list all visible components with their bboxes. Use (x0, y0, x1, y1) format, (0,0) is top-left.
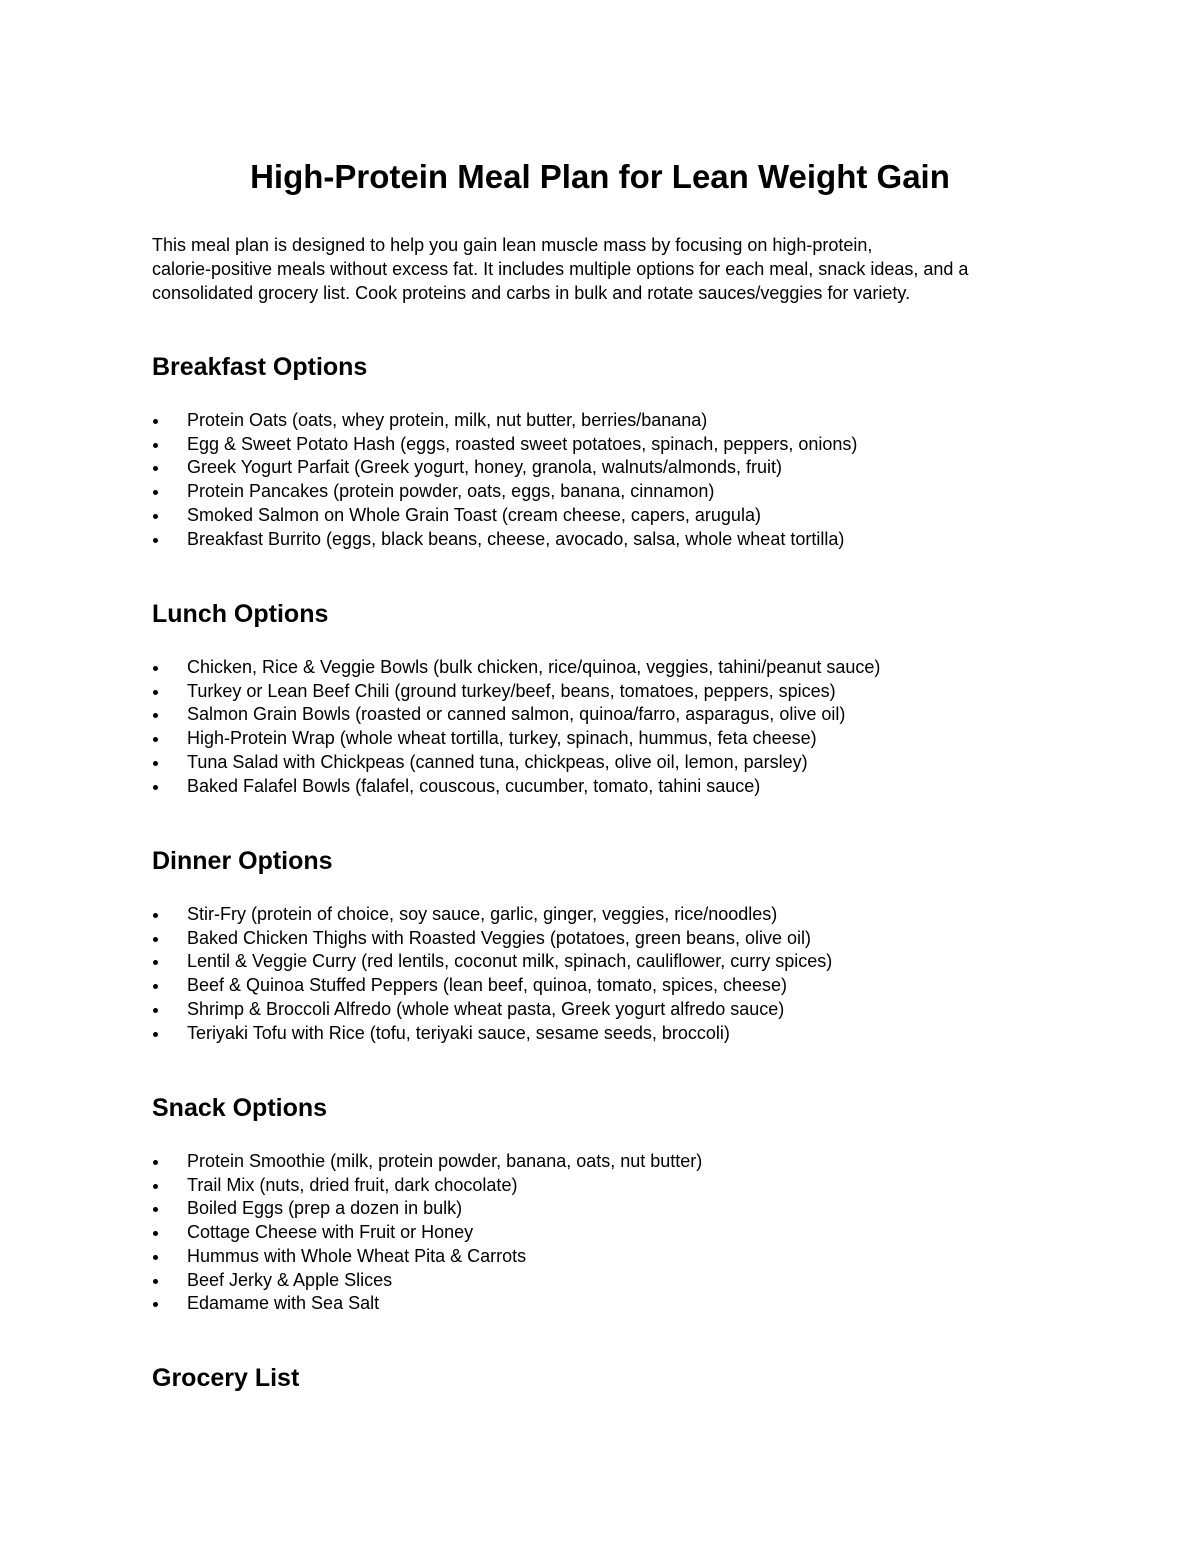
list-item-text: Boiled Eggs (prep a dozen in bulk) (187, 1198, 463, 1219)
bullet-icon (153, 1184, 158, 1189)
list-item (152, 1150, 702, 1174)
dinner-list (152, 903, 832, 1045)
bullet-icon (153, 443, 158, 448)
bullet-icon (153, 490, 158, 495)
bullet-icon (153, 785, 158, 790)
list-item (152, 433, 857, 457)
list-item-text: Hummus with Whole Wheat Pita & Carrots (187, 1245, 527, 1266)
bullet-icon (153, 1032, 158, 1037)
bullet-icon (153, 1160, 158, 1165)
list-item-text: Lentil & Veggie Curry (red lentils, coconut milk, spinach, cauliflower, curry spices) (187, 951, 833, 972)
list-item (152, 775, 880, 799)
lunch-list (152, 656, 880, 798)
bullet-icon (153, 761, 158, 766)
breakfast-heading: Breakfast Options (152, 353, 368, 381)
list-item (152, 927, 832, 951)
list-item (152, 456, 857, 480)
list-item-text: Baked Falafel Bowls (falafel, couscous, cucumber, tomato, tahini sauce) (187, 775, 761, 796)
list-item (152, 727, 880, 751)
list-item-text: Tuna Salad with Chickpeas (canned tuna, chickpeas, olive oil, lemon, parsley) (187, 751, 808, 772)
list-item-text: Beef & Quinoa Stuffed Peppers (lean beef, quinoa, tomato, spices, cheese) (187, 975, 788, 996)
list-item-text: Breakfast Burrito (eggs, black beans, cheese, avocado, salsa, whole wheat tortilla) (187, 528, 845, 549)
list-item-text: Baked Chicken Thighs with Roasted Veggies (potatoes, green beans, olive oil) (187, 927, 812, 948)
list-item-text: Chicken, Rice & Veggie Bowls (bulk chicken, rice/quinoa, veggies, tahini/peanut sauce) (187, 657, 881, 677)
snack-heading: Snack Options (152, 1094, 328, 1122)
bullet-icon (153, 737, 158, 742)
list-item (152, 504, 857, 528)
list-item-text: Turkey or Lean Beef Chili (ground turkey/beef, beans, tomatoes, peppers, spices) (187, 680, 836, 701)
bullet-icon (153, 1207, 158, 1212)
list-item (152, 1292, 702, 1316)
list-item-text: Edamame with Sea Salt (187, 1293, 380, 1314)
bullet-icon (153, 713, 158, 718)
list-item-text: Protein Oats (oats, whey protein, milk, nut butter, berries/banana) (187, 410, 708, 430)
list-item (152, 528, 857, 552)
list-item-text: Egg & Sweet Potato Hash (eggs, roasted sweet potatoes, spinach, peppers, onions) (187, 433, 858, 454)
list-item (152, 998, 832, 1022)
dinner-heading: Dinner Options (152, 847, 333, 875)
list-item-text: Protein Smoothie (milk, protein powder, banana, oats, nut butter) (187, 1151, 703, 1171)
list-item (152, 1022, 832, 1046)
list-item-text: Protein Pancakes (protein powder, oats, eggs, banana, cinnamon) (187, 481, 715, 502)
list-item-text: Salmon Grain Bowls (roasted or canned salmon, quinoa/farro, asparagus, olive oil) (187, 704, 846, 725)
intro-line: calorie-positive meals without excess fat. It includes multiple options for each meal, snack ideas, and a (152, 259, 969, 279)
list-item (152, 480, 857, 504)
bullet-icon (153, 666, 158, 671)
list-item (152, 751, 880, 775)
list-item-text: Cottage Cheese with Fruit or Honey (187, 1222, 474, 1243)
bullet-icon (153, 1231, 158, 1236)
bullet-icon (153, 419, 158, 424)
breakfast-list (152, 409, 857, 551)
bullet-icon (153, 1008, 158, 1013)
list-item (152, 1245, 702, 1269)
list-item-text: Beef Jerky & Apple Slices (187, 1269, 393, 1290)
list-item (152, 1174, 702, 1198)
list-item (152, 950, 832, 974)
list-item-text: Greek Yogurt Parfait (Greek yogurt, honey, granola, walnuts/almonds, fruit) (187, 457, 782, 478)
list-item-text: Shrimp & Broccoli Alfredo (whole wheat pasta, Greek yogurt alfredo sauce) (187, 998, 785, 1019)
list-item (152, 1197, 702, 1221)
bullet-icon (153, 466, 158, 471)
intro-paragraph (152, 233, 1072, 305)
list-item-text: Smoked Salmon on Whole Grain Toast (cream cheese, capers, arugula) (187, 504, 761, 525)
list-item (152, 656, 880, 680)
list-item-text: Stir-Fry (protein of choice, soy sauce, garlic, ginger, veggies, rice/noodles) (187, 904, 778, 924)
bullet-icon (153, 538, 158, 543)
bullet-icon (153, 984, 158, 989)
snack-list (152, 1150, 702, 1316)
list-item-text: High-Protein Wrap (whole wheat tortilla, turkey, spinach, hummus, feta cheese) (187, 728, 817, 749)
list-item (152, 903, 832, 927)
bullet-icon (153, 913, 158, 918)
list-item (152, 1221, 702, 1245)
bullet-icon (153, 960, 158, 965)
bullet-icon (153, 1255, 158, 1260)
list-item (152, 703, 880, 727)
list-item (152, 974, 832, 998)
intro-line: consolidated grocery list. Cook proteins and carbs in bulk and rotate sauces/veggies for variety. (152, 283, 911, 303)
list-item (152, 1269, 702, 1293)
bullet-icon (153, 1302, 158, 1307)
page-title: High-Protein Meal Plan for Lean Weight Gain (250, 158, 950, 195)
list-item-text: Trail Mix (nuts, dried fruit, dark chocolate) (187, 1174, 518, 1195)
bullet-icon (153, 1279, 158, 1284)
grocery-heading: Grocery List (152, 1364, 300, 1392)
list-item (152, 409, 857, 433)
lunch-heading: Lunch Options (152, 600, 329, 628)
list-item-text: Teriyaki Tofu with Rice (tofu, teriyaki sauce, sesame seeds, broccoli) (187, 1022, 730, 1043)
list-item (152, 680, 880, 704)
bullet-icon (153, 690, 158, 695)
intro-line: This meal plan is designed to help you gain lean muscle mass by focusing on high-protein, (152, 235, 873, 255)
bullet-icon (153, 514, 158, 519)
bullet-icon (153, 937, 158, 942)
